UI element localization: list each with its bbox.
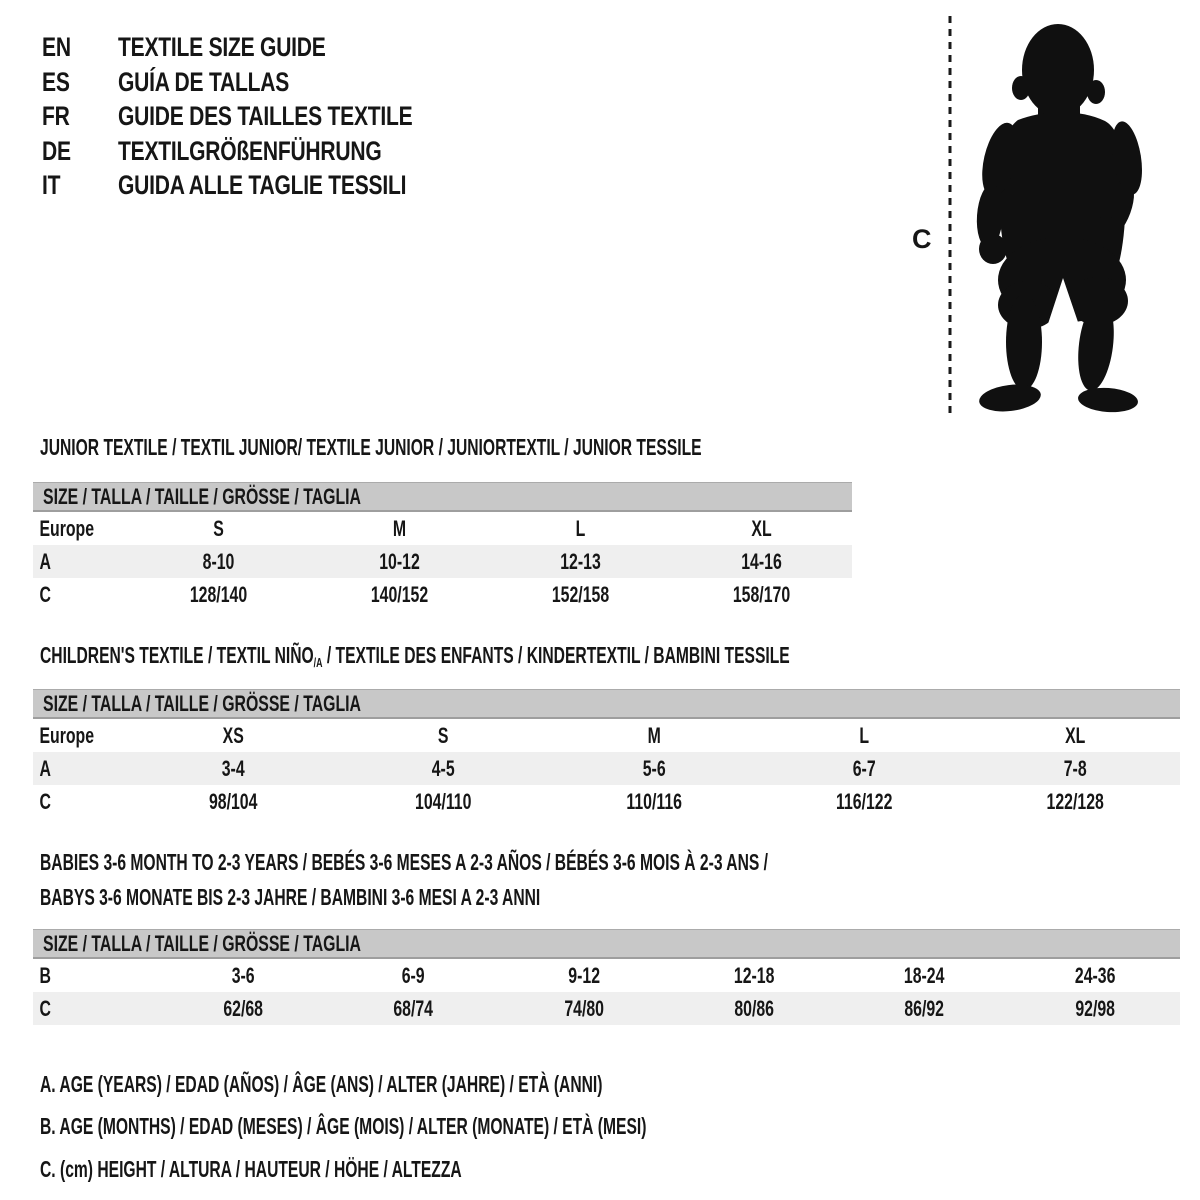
months-cell: 12-18 (733, 963, 775, 988)
junior-row-height (33, 578, 852, 611)
babies-title-line2: BABYS 3-6 MONATE BIS 2-3 JAHRE / BAMBINI 3-6 MESI A 2-3 ANNI (40, 884, 541, 910)
size-cell: S (438, 723, 449, 748)
height-cell: 74/80 (563, 996, 604, 1021)
junior-row-europe (33, 512, 852, 545)
babies-section-title (40, 845, 1111, 915)
size-header-text: SIZE / TALLA / TAILLE / GRÖSSE / TAGLIA (43, 691, 361, 716)
title-part: CHILDREN'S TEXTILE / TEXTIL NIÑO (40, 642, 314, 668)
height-cell: 98/104 (208, 789, 258, 814)
children-size-table (33, 689, 1180, 818)
size-cell: XL (751, 516, 772, 541)
legend-text: A. AGE (YEARS) / EDAD (AÑOS) / ÂGE (ANS) / ALTER (JAHRE) / ETÀ (ANNI) (40, 1071, 603, 1097)
language-code: FR (42, 101, 70, 132)
months-cell: 18-24 (904, 963, 945, 988)
row-label: C (39, 582, 51, 607)
language-title: GUIDE DES TAILLES TEXTILE (118, 101, 413, 132)
months-cell: 3-6 (231, 963, 255, 988)
language-code: ES (42, 66, 70, 97)
age-cell: 5-6 (642, 756, 666, 781)
language-title: TEXTILGRÖßENFÜHRUNG (118, 135, 382, 166)
junior-row-age (33, 545, 852, 578)
title-part: / TEXTILE DES ENFANTS / KINDERTEXTIL / BAMBINI TESSILE (322, 642, 790, 668)
age-cell: 14-16 (741, 549, 782, 574)
age-cell: 4-5 (432, 756, 456, 781)
junior-size-table (33, 482, 852, 611)
language-title-list (42, 30, 496, 203)
children-section-title-text (40, 642, 790, 676)
height-cell: 122/128 (1046, 789, 1104, 814)
age-cell: 7-8 (1063, 756, 1087, 781)
junior-section-title (40, 434, 1013, 460)
row-label: C (39, 996, 51, 1021)
language-row (42, 65, 496, 100)
height-cell: 86/92 (904, 996, 945, 1021)
junior-table-header (33, 482, 852, 512)
size-cell: L (859, 723, 870, 748)
toddler-silhouette-icon (900, 8, 1150, 420)
row-label: B (39, 963, 51, 988)
size-header-text: SIZE / TALLA / TAILLE / GRÖSSE / TAGLIA (43, 931, 361, 956)
row-label: C (39, 789, 51, 814)
legend-line-c (40, 1148, 932, 1190)
height-cell: 110/116 (626, 789, 682, 814)
language-row (42, 99, 496, 134)
age-cell: 10-12 (379, 549, 420, 574)
language-row (42, 168, 496, 203)
language-code: DE (42, 135, 71, 166)
legend-line-b (40, 1105, 932, 1147)
size-cell: L (575, 516, 586, 541)
language-code: EN (42, 32, 71, 62)
height-cell: 116/122 (836, 789, 893, 814)
months-cell: 24-36 (1074, 963, 1116, 988)
height-cell: 158/170 (732, 582, 791, 607)
height-cell: 152/158 (551, 582, 610, 607)
age-cell: 12-13 (560, 549, 601, 574)
title-subscript: /A (313, 655, 323, 670)
height-figure (900, 8, 1150, 420)
measurement-legend (40, 1063, 932, 1190)
age-cell: 8-10 (202, 549, 235, 574)
children-row-height (33, 785, 1180, 818)
babies-title-line1: BABIES 3-6 MONTH TO 2-3 YEARS / BEBÉS 3-6 MESES A 2-3 AÑOS / BÉBÉS 3-6 MOIS À 2-3 ANS / (40, 849, 769, 875)
toddler-silhouette-shape (975, 24, 1147, 415)
children-row-europe (33, 719, 1180, 752)
language-row (42, 134, 496, 169)
language-code: IT (42, 170, 61, 201)
row-label: Europe (39, 723, 95, 748)
junior-section-title-text: JUNIOR TEXTILE / TEXTIL JUNIOR/ TEXTILE JUNIOR / JUNIORTEXTIL / JUNIOR TESSILE (40, 434, 702, 460)
legend-text: B. AGE (MONTHS) / EDAD (MESES) / ÂGE (MOIS) / ALTER (MONATE) / ETÀ (MESI) (40, 1113, 647, 1140)
height-cell: 140/152 (370, 582, 429, 607)
language-title: GUÍA DE TALLAS (118, 66, 290, 97)
babies-table-header (33, 929, 1180, 959)
age-cell: 6-7 (852, 756, 876, 781)
children-row-age (33, 752, 1180, 785)
height-cell: 68/74 (393, 996, 434, 1021)
height-cell: 92/98 (1074, 996, 1115, 1021)
height-marker-label: C (912, 224, 932, 254)
row-label: A (39, 549, 51, 574)
height-cell: 62/68 (223, 996, 263, 1021)
babies-row-height (33, 992, 1180, 1025)
size-cell: XS (222, 723, 244, 748)
row-label: A (39, 756, 51, 781)
size-cell: M (647, 723, 661, 748)
height-cell: 80/86 (734, 996, 774, 1021)
legend-text: C. (cm) HEIGHT / ALTURA / HAUTEUR / HÖHE / ALTEZZA (40, 1155, 462, 1182)
size-cell: S (213, 516, 224, 541)
row-label: Europe (39, 516, 95, 541)
language-row (42, 30, 496, 65)
babies-row-months (33, 959, 1180, 992)
children-table-header (33, 689, 1180, 719)
months-cell: 6-9 (402, 963, 425, 988)
children-section-title (40, 642, 1143, 676)
size-header-text: SIZE / TALLA / TAILLE / GRÖSSE / TAGLIA (43, 484, 361, 509)
legend-line-a (40, 1063, 932, 1105)
height-cell: 128/140 (189, 582, 248, 607)
language-title: TEXTILE SIZE GUIDE (118, 32, 326, 62)
size-cell: XL (1064, 723, 1085, 748)
months-cell: 9-12 (567, 963, 600, 988)
language-title: GUIDA ALLE TAGLIE TESSILI (118, 170, 407, 201)
size-cell: M (392, 516, 407, 541)
babies-size-table (33, 929, 1180, 1025)
height-cell: 104/110 (415, 789, 472, 814)
age-cell: 3-4 (221, 756, 245, 781)
